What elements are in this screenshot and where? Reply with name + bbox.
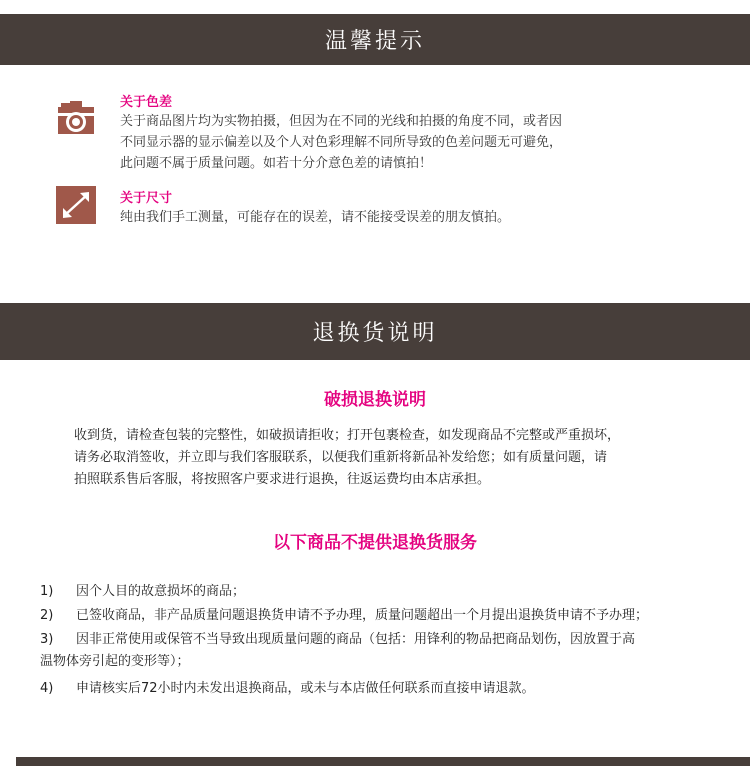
- color-diff-text: [120, 111, 700, 174]
- color-diff-line: 此问题不属于质量问题。如若十分介意色差的请慎拍！: [120, 156, 433, 171]
- damage-text: [74, 425, 704, 491]
- list-item-text: 申请核实后72小时内未发出退换商品，或未与本店做任何联系而直接申请退款。: [76, 681, 535, 696]
- list-item-number: 2): [40, 608, 54, 623]
- list-item: [40, 678, 745, 700]
- damage-line: 拍照联系售后客服，将按照客户要求进行退换，往返运费均由本店承担。: [74, 472, 491, 487]
- no-return-heading: 以下商品不提供退换货服务: [273, 533, 477, 553]
- list-item: [40, 605, 745, 627]
- color-diff-title: 关于色差: [120, 95, 173, 110]
- list-item-number: 3): [40, 632, 54, 647]
- list-item-continuation: 温物体旁引起的变形等）；: [40, 654, 190, 669]
- size-title: 关于尺寸: [120, 191, 173, 206]
- list-item-number: 1): [40, 584, 54, 599]
- list-item-text: 已签收商品，非产品质量问题退换货申请不予办理，质量问题超出一个月提出退换货申请不予办理；: [76, 608, 649, 623]
- size-text: 纯由我们手工测量，可能存在的误差，请不能接受误差的朋友慎拍。: [120, 210, 511, 225]
- damage-line: 收到货，请检查包装的完整性，如破损请拒收；打开包裹检查，如发现商品不完整或严重损坏，: [74, 428, 621, 443]
- warm-tips-title: 温馨提示: [324, 29, 425, 54]
- return-policy-banner: [0, 303, 750, 360]
- resize-arrow-icon: [56, 186, 96, 224]
- color-diff-line: 不同显示器的显示偏差以及个人对色彩理解不同所导致的色差问题无可避免，: [120, 135, 563, 150]
- list-item-text: 因个人目的故意损坏的商品；: [76, 584, 246, 599]
- list-item: [40, 581, 745, 603]
- list-item-number: 4): [40, 681, 54, 696]
- list-item-text: 因非正常使用或保管不当导致出现质量问题的商品（包括：用锋利的物品把商品划伤，因放置于高: [76, 632, 636, 647]
- bottom-banner-strip: [16, 757, 750, 766]
- list-item: [40, 629, 740, 651]
- warm-tips-banner: [0, 14, 750, 65]
- return-policy-title: 退换货说明: [312, 321, 438, 346]
- camera-icon: [56, 98, 96, 136]
- damage-line: 请务必取消签收，并立即与我们客服联系，以便我们重新将新品补发给您；如有质量问题，请: [74, 450, 608, 465]
- damage-heading: 破损退换说明: [324, 390, 426, 410]
- color-diff-line: 关于商品图片均为实物拍摄，但因为在不同的光线和拍摄的角度不同，或者因: [120, 114, 563, 129]
